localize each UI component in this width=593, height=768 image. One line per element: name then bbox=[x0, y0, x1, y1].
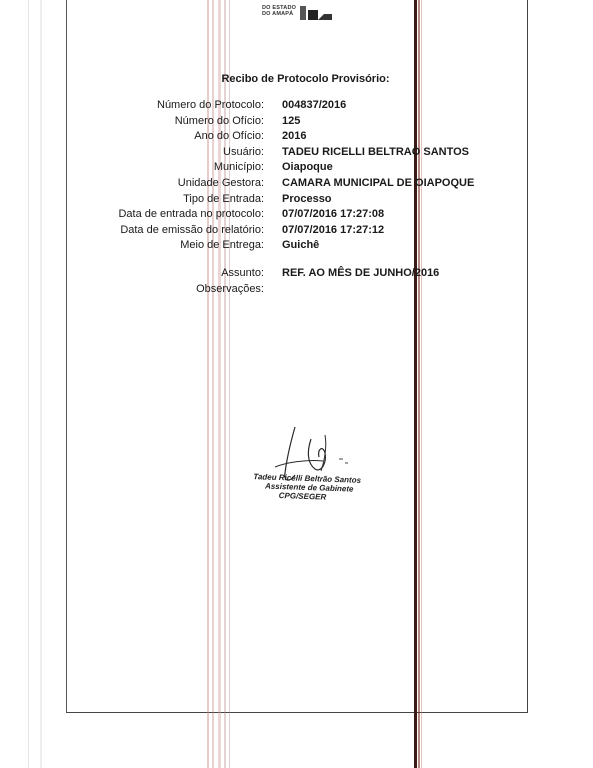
field-label: Meio de Entrega: bbox=[180, 239, 264, 252]
field-value: Oiapoque bbox=[282, 161, 333, 174]
field-row bbox=[0, 130, 593, 145]
field-label: Ano do Ofício: bbox=[194, 130, 264, 143]
field-label: Tipo de Entrada: bbox=[183, 192, 264, 205]
field-row bbox=[0, 224, 593, 239]
stamp-role: Assistente de Gabinete bbox=[264, 481, 354, 494]
logo-line-2: DO AMAPÁ bbox=[262, 11, 294, 17]
field-value: 07/07/2016 17:27:08 bbox=[282, 208, 385, 221]
observations-label: Observações: bbox=[196, 283, 264, 295]
field-value: 004837/2016 bbox=[282, 99, 347, 111]
receipt-title: Recibo de Protocolo Provisório: bbox=[221, 73, 390, 85]
logo-line-1: DO ESTADO bbox=[262, 5, 297, 11]
stamp-unit: CPG/SEGER bbox=[278, 491, 327, 502]
field-row bbox=[0, 115, 593, 130]
field-value: Guichê bbox=[282, 239, 320, 252]
field-row bbox=[0, 239, 593, 254]
field-label: Município: bbox=[213, 161, 264, 174]
field-value: 125 bbox=[282, 114, 301, 127]
field-row bbox=[0, 146, 593, 161]
logo-text bbox=[262, 5, 296, 17]
field-value: Processo bbox=[282, 192, 332, 205]
official-stamp bbox=[253, 472, 362, 503]
subject-label: Assunto: bbox=[221, 267, 264, 279]
field-label: Data de emissão do relatório: bbox=[120, 223, 264, 236]
field-label: Usuário: bbox=[223, 145, 264, 158]
field-label: Unidade Gestora: bbox=[177, 177, 264, 189]
stamp-name: Tadeu Ricelli Beltrão Santos bbox=[253, 472, 362, 485]
subject-row bbox=[0, 267, 593, 282]
field-row bbox=[0, 177, 593, 192]
field-row bbox=[0, 161, 593, 176]
field-label: Data de entrada no protocolo: bbox=[118, 208, 264, 221]
field-value: CAMARA MUNICIPAL DE OIAPOQUE bbox=[282, 177, 475, 189]
field-value: 2016 bbox=[282, 130, 307, 143]
field-row bbox=[0, 99, 593, 114]
field-row bbox=[0, 208, 593, 223]
observations-row bbox=[0, 283, 593, 298]
field-value: TADEU RICELLI BELTRAO SANTOS bbox=[282, 145, 469, 158]
emblem-icon bbox=[300, 4, 332, 22]
state-logo bbox=[262, 4, 334, 22]
subject-value: REF. AO MÊS DE JUNHO/2016 bbox=[282, 267, 440, 279]
field-row bbox=[0, 193, 593, 208]
field-value: 07/07/2016 17:27:12 bbox=[282, 223, 385, 236]
field-label: Número do Protocolo: bbox=[157, 99, 264, 111]
field-label: Número do Ofício: bbox=[174, 114, 264, 127]
